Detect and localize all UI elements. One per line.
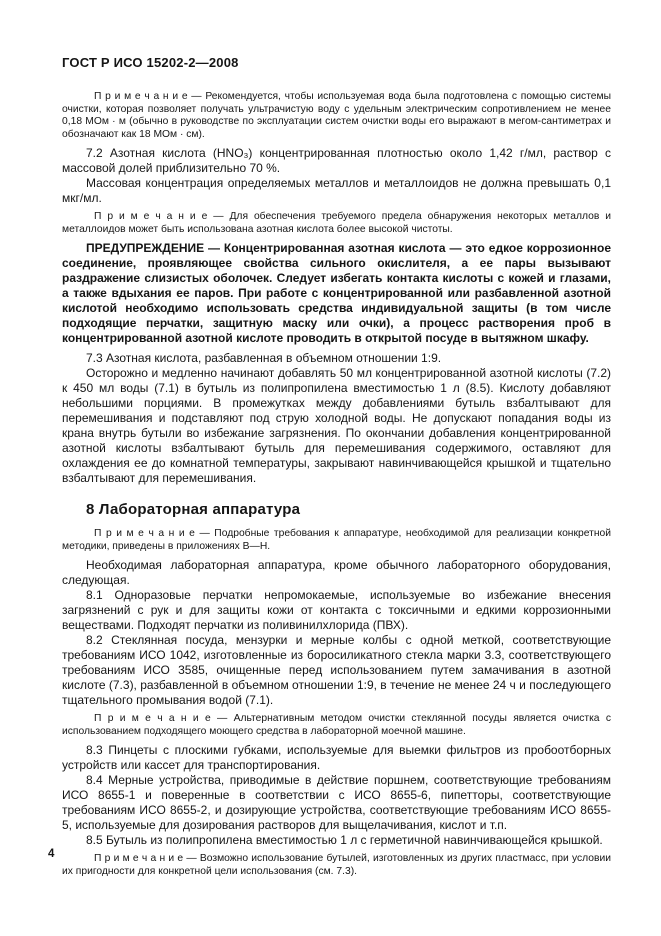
document-header-standard-number: ГОСТ Р ИСО 15202-2—2008 — [62, 55, 239, 70]
clause-8-2-glassware: 8.2 Стеклянная посуда, мензурки и мерные колбы с одной меткой, соответствующие требованиям ИСО 1042, изготовленные из боросиликатного стекла марки 3.3, соответствующего требованиям ИСО 3585, очищенные перед использованием путем замачивания в азотной кислоте (7.3), разбавленной в объемном отношении 1:9, в течение не менее 24 ч и последующего тщательного промывания водой (7.1). — [62, 633, 611, 707]
note-glassware-cleaning: П р и м е ч а н и е — Альтернативным методом очистки стеклянной посуды является очистка с использованием подходящего моющего средства в лабораторной моечной машине. — [62, 713, 611, 737]
note-other-plastics: П р и м е ч а н и е — Возможно использование бутылей, изготовленных из других пластмасс, при условии их пригодности для конкретной цели использования (см. 7.3). — [62, 853, 611, 877]
clause-7-2-nitric-acid: 7.2 Азотная кислота (HNO₃) концентрированная плотностью около 1,42 г/мл, раствор с массовой долей приблизительно 70 %. — [62, 146, 611, 175]
clause-7-2-mass-concentration: Массовая концентрация определяемых металлов и металлоидов не должна превышать 0,1 мкг/мл. — [62, 176, 611, 205]
page-number: 4 — [48, 848, 55, 860]
clause-7-3-procedure: Осторожно и медленно начинают добавлять 50 мл концентрированной азотной кислоты (7.2) к 450 мл воды (7.1) в бутыль из полипропилена вместимостью 1 л (8.5). Кислоту добавляют небольшими порциями. В промежутках между добавлениями бутыль взбалтывают для перемешивания и подставляют под струю холодной воды. Не допускают попадания воды из крана внутрь бутыли во избежание загрязнения. По окончании добавления концентрированной азотной кислоты взбалтывают бутыль для перемешивания содержимого, оставляют для охлаждения ее до комнатной температуры, закрывают навинчивающейся крышкой и тщательно взбалтывают для перемешивания. — [62, 366, 611, 485]
warning-nitric-acid: ПРЕДУПРЕЖДЕНИЕ — Концентрированная азотная кислота — это едкое коррозионное соединение, проявляющее свойства сильного окислителя, а ее пары вызывают раздражение слизистых оболочек. Следует избегать контакта кислоты с кожей и глазами, а также вдыхания ее паров. При работе с концентрированной или разбавленной азотной кислотой необходимо использовать средства индивидуальной защиты (в том числе подходящие перчатки, защитную маску или очки), а процесс растворения проб в концентрированной азотной кислоте проводить в открытой посуде в вытяжном шкафу. — [62, 241, 611, 345]
clause-8-4-measuring-devices: 8.4 Мерные устройства, приводимые в действие поршнем, соответствующие требованиям ИСО 8655-1 и поверенные в соответствии с ИСО 8655-6, пипетторы, соответствующие требованиям ИСО 8655-2, и дозирующие устройства, соответствующие требованиям ИСО 8655-5, используемые для дозирования растворов для выщелачивания, кислот и т.п. — [62, 773, 611, 832]
note-higher-purity-acid: П р и м е ч а н и е — Для обеспечения требуемого предела обнаружения некоторых металлов и металлоидов может быть использована азотная кислота более высокой чистоты. — [62, 211, 611, 235]
clause-8-intro: Необходимая лабораторная аппаратура, кроме обычного лабораторного оборудования, следующая. — [62, 558, 611, 587]
note-water-purity: П р и м е ч а н и е — Рекомендуется, чтобы используемая вода была подготовлена с помощью системы очистки, которая позволяет получать ультрачистую воду с удельным электрическим сопротивлением не менее 0,18 МОм · м (обычно в руководстве по эксплуатации систем очистки воды его выражают в мегом-сантиметрах и обозначают как 18 МОм · см). — [62, 91, 611, 140]
section-8-heading: 8 Лабораторная аппаратура — [86, 501, 301, 518]
clause-8-1-gloves: 8.1 Одноразовые перчатки непромокаемые, используемые во избежание внесения загрязнений с рук и для защиты кожи от контакта с токсичными и едкими коррозионными веществами. Подходят перчатки из поливинилхлорида (ПВХ). — [62, 588, 611, 632]
note-apparatus-requirements: П р и м е ч а н и е — Подробные требования к аппаратуре, необходимой для реализации конкретной методики, приведены в приложениях В—Н. — [62, 528, 611, 552]
clause-8-5-bottle: 8.5 Бутыль из полипропилена вместимостью 1 л с герметичной навинчивающейся крышкой. — [86, 833, 603, 847]
clause-8-3-tweezers: 8.3 Пинцеты с плоскими губками, используемые для выемки фильтров из пробоотборных устройств или кассет для транспортирования. — [62, 743, 611, 772]
clause-7-3-diluted-acid: 7.3 Азотная кислота, разбавленная в объемном отношении 1:9. — [86, 351, 442, 365]
